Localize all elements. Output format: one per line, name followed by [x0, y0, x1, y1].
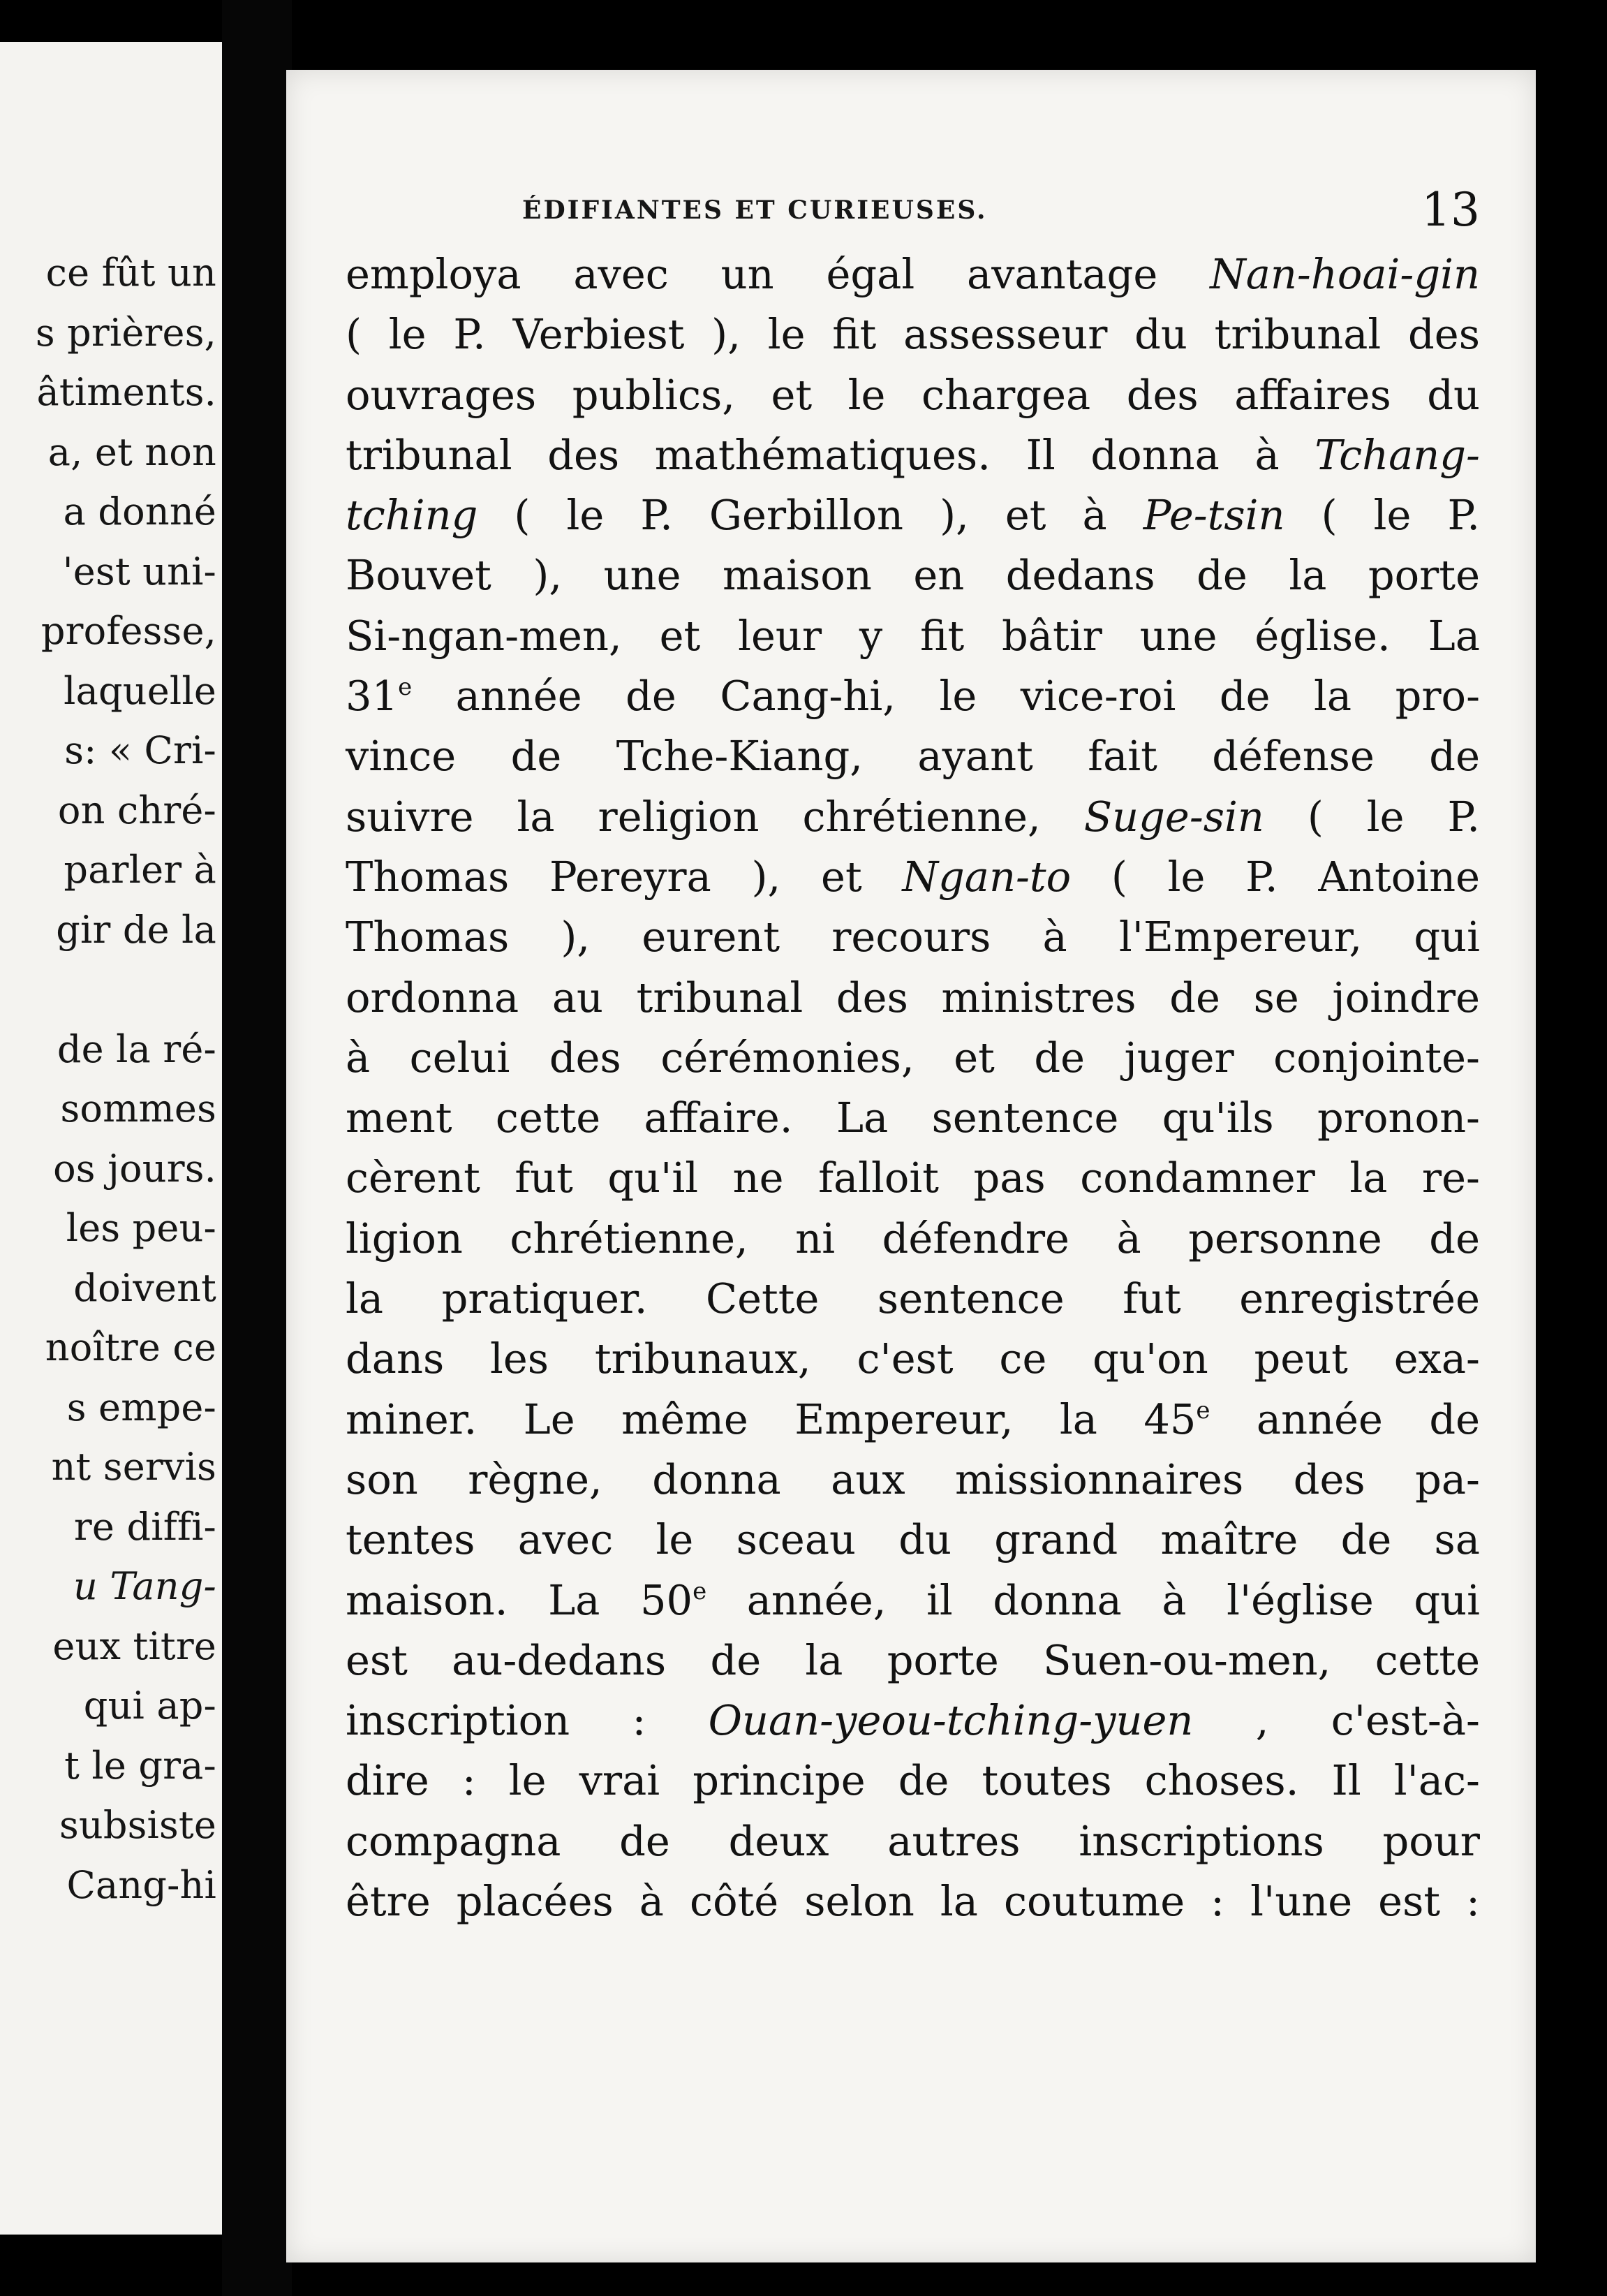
text-line	[346, 485, 1480, 545]
facing-line: de la ré-	[57, 1026, 216, 1071]
text-line	[346, 365, 1480, 425]
italic-name: Tchang-	[1315, 430, 1480, 479]
text-line	[346, 907, 1480, 967]
facing-line: parler à	[64, 848, 216, 892]
facing-line: a, et non	[47, 429, 216, 474]
text-run: ligion chrétienne, ni défendre à personne de	[346, 1214, 1480, 1263]
italic-name: Pe-tsin	[1143, 491, 1285, 540]
text-line	[346, 847, 1480, 907]
superscript: e	[693, 1577, 707, 1605]
superscript: e	[1196, 1396, 1210, 1425]
text-run: ouvrages publics, et le chargea des affaires du	[346, 370, 1480, 419]
text-line	[346, 726, 1480, 786]
text-run: ( le P.	[1284, 491, 1480, 540]
text-run: suivre la religion chrétienne,	[346, 792, 1084, 841]
text-run: employa avec un égal avantage	[346, 250, 1210, 298]
facing-line: on chré-	[57, 788, 216, 832]
text-line	[346, 1450, 1480, 1510]
italic-name: Nan-hoai-gin	[1210, 250, 1480, 298]
text-line	[346, 425, 1480, 485]
text-line	[346, 244, 1480, 304]
italic-name: Ngan-to	[902, 852, 1072, 901]
facing-line: re diffi-	[73, 1504, 216, 1549]
text-run: ( le P.	[1264, 792, 1480, 841]
text-run: compagna de deux autres inscriptions pour	[346, 1816, 1480, 1865]
text-run: Si-ngan-men, et leur y fit bâtir une église. La	[346, 611, 1480, 660]
facing-line: qui ap-	[83, 1684, 216, 1728]
facing-line-text: u Tang-	[73, 1564, 216, 1608]
text-line	[346, 1028, 1480, 1088]
facing-line: os jours.	[53, 1146, 216, 1191]
text-run: 31	[346, 672, 399, 721]
book-gutter	[222, 0, 292, 2296]
page-number: 13	[1421, 183, 1480, 237]
text-line	[346, 545, 1480, 605]
facing-line: s: « Cri-	[64, 728, 216, 772]
facing-line: Cang-hi	[66, 1862, 216, 1907]
text-run: dire : le vrai principe de toutes choses. Il l'ac-	[346, 1756, 1480, 1805]
text-run: ment cette affaire. La sentence qu'ils pronon-	[346, 1094, 1480, 1142]
text-run: ( le P. Antoine	[1071, 852, 1480, 901]
text-run: la pratiquer. Cette sentence fut enregistrée	[346, 1274, 1480, 1323]
facing-line: s empe-	[66, 1385, 216, 1429]
text-line	[346, 666, 1480, 726]
text-line	[346, 1209, 1480, 1269]
facing-line-italic	[0, 1557, 216, 1617]
text-line	[346, 1088, 1480, 1148]
facing-line: noître ce	[45, 1325, 216, 1369]
text-run: vince de Tche-Kiang, ayant fait défense de	[346, 732, 1480, 781]
facing-line: laquelle	[64, 668, 216, 713]
facing-line: nt servis	[51, 1445, 216, 1489]
text-run: , c'est-à-	[1193, 1696, 1480, 1745]
facing-line: professe,	[40, 609, 216, 653]
running-title: ÉDIFIANTES ET CURIEUSES.	[522, 196, 988, 225]
facing-line: sommes	[60, 1087, 216, 1131]
text-run: tribunal des mathématiques. Il donna à	[346, 430, 1315, 479]
facing-line: ce fût un	[45, 251, 216, 295]
text-line	[346, 1148, 1480, 1208]
text-line	[346, 1691, 1480, 1751]
text-run: Thomas Pereyra ), et	[346, 852, 903, 901]
text-run: année, il donna à l'église qui	[706, 1575, 1480, 1624]
text-run: miner. Le même Empereur, la 45	[346, 1394, 1197, 1443]
facing-line: 'est uni-	[62, 549, 216, 594]
facing-line: doivent	[73, 1265, 216, 1310]
text-run: Thomas ), eurent recours à l'Empereur, qui	[346, 913, 1480, 962]
facing-line-blank	[0, 959, 216, 1020]
facing-line: âtiments.	[36, 370, 216, 414]
text-run: son règne, donna aux missionnaires des pa-	[346, 1455, 1480, 1503]
italic-name: tching	[346, 491, 478, 540]
text-line	[346, 1329, 1480, 1389]
text-line	[346, 1269, 1480, 1329]
text-line	[346, 304, 1480, 365]
running-head	[522, 183, 1480, 243]
text-run: inscription :	[346, 1696, 709, 1745]
facing-line: gir de la	[56, 907, 216, 952]
text-run: est au-dedans de la porte Suen-ou-men, cette	[346, 1635, 1480, 1684]
text-run: Bouvet ), une maison en dedans de la porte	[346, 551, 1480, 600]
facing-line: eux titre	[52, 1624, 216, 1668]
text-run: année de	[1210, 1394, 1481, 1443]
text-run: tentes avec le sceau du grand maître de sa	[346, 1515, 1480, 1564]
facing-page-left	[0, 42, 226, 2235]
text-run: dans les tribunaux, c'est ce qu'on peut exa-	[346, 1334, 1480, 1383]
text-line	[346, 1390, 1480, 1450]
facing-page-text	[0, 243, 216, 1915]
facing-line: a donné	[63, 490, 216, 533]
italic-name: Ouan-yeou-tching-yuen	[708, 1696, 1194, 1745]
text-run: ( le P. Verbiest ), le fit assesseur du tribunal des	[346, 310, 1480, 359]
text-line	[346, 968, 1480, 1028]
facing-line: t le gra-	[64, 1743, 216, 1788]
text-line	[346, 1871, 1480, 1931]
text-run: maison. La 50	[346, 1575, 693, 1624]
text-line	[346, 1631, 1480, 1691]
text-run: année de Cang-hi, le vice-roi de la pro-	[412, 672, 1480, 721]
facing-line: subsiste	[59, 1803, 216, 1847]
text-line	[346, 1510, 1480, 1570]
text-line	[346, 606, 1480, 666]
text-line	[346, 1570, 1480, 1631]
text-run: cèrent fut qu'il ne falloit pas condamner la re-	[346, 1154, 1480, 1202]
text-run: à celui des cérémonies, et de juger conjointe-	[346, 1033, 1480, 1082]
text-run: être placées à côté selon la coutume : l'une est :	[346, 1877, 1480, 1926]
italic-name: Suge-sin	[1083, 792, 1264, 841]
facing-line: s prières,	[35, 310, 216, 355]
text-line	[346, 1751, 1480, 1811]
facing-line: les peu-	[66, 1206, 216, 1250]
body-text	[346, 244, 1480, 1931]
text-line	[346, 787, 1480, 847]
text-run: ( le P. Gerbillon ), et à	[477, 491, 1143, 540]
superscript: e	[398, 673, 413, 702]
page-right	[286, 70, 1536, 2262]
text-line	[346, 1811, 1480, 1871]
text-run: ordonna au tribunal des ministres de se joindre	[346, 973, 1480, 1022]
